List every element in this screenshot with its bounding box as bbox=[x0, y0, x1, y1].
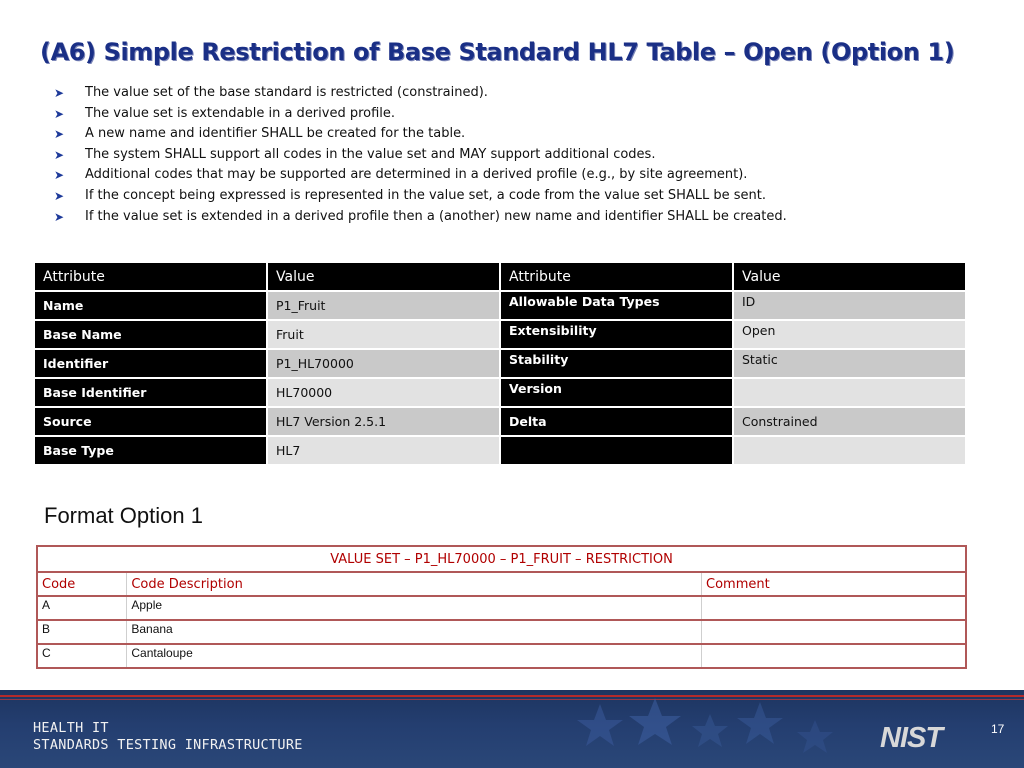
comment-cell bbox=[702, 620, 967, 644]
attribute-value bbox=[734, 437, 965, 464]
attribute-value: HL7 Version 2.5.1 bbox=[268, 408, 499, 435]
table-row bbox=[37, 596, 966, 620]
attribute-value: Open bbox=[734, 321, 965, 348]
table-row bbox=[35, 350, 965, 377]
arrow-bullet-icon: ➤ bbox=[54, 209, 65, 224]
attribute-value: Constrained bbox=[734, 408, 965, 435]
column-header: Attribute bbox=[501, 263, 732, 290]
attribute-key: Name bbox=[35, 292, 266, 319]
bullet-item bbox=[54, 186, 787, 207]
column-header: Comment bbox=[702, 572, 967, 596]
value-set-header-row bbox=[37, 572, 966, 596]
attribute-key: Base Name bbox=[35, 321, 266, 348]
bullet-text: Additional codes that may be supported are determined in a derived profile (e.g., by site agreement). bbox=[85, 167, 748, 183]
arrow-bullet-icon: ➤ bbox=[54, 168, 65, 183]
table-row bbox=[35, 379, 965, 406]
column-header: Value bbox=[734, 263, 965, 290]
description-cell: Cantaloupe bbox=[127, 644, 702, 668]
bullet-text: The system SHALL support all codes in the value set and MAY support additional codes. bbox=[85, 146, 656, 162]
arrow-bullet-icon: ➤ bbox=[54, 106, 65, 121]
attribute-key bbox=[501, 437, 732, 464]
attribute-value bbox=[734, 379, 965, 406]
attribute-value: Static bbox=[734, 350, 965, 377]
bullet-text: If the value set is extended in a derived profile then a (another) new name and identifier SHALL be created. bbox=[85, 208, 787, 224]
attribute-table-header bbox=[35, 263, 965, 290]
bullet-item bbox=[54, 165, 787, 186]
bullet-item bbox=[54, 207, 787, 228]
arrow-bullet-icon: ➤ bbox=[54, 127, 65, 142]
attribute-key: Delta bbox=[501, 408, 732, 435]
page-number: 17 bbox=[991, 722, 1005, 736]
attribute-key: Allowable Data Types bbox=[501, 292, 732, 319]
column-header: Code Description bbox=[127, 572, 702, 596]
attribute-key: Base Type bbox=[35, 437, 266, 464]
footer-line: STANDARDS TESTING INFRASTRUCTURE bbox=[33, 737, 303, 753]
description-cell: Apple bbox=[127, 596, 702, 620]
code-cell: C bbox=[37, 644, 127, 668]
bullet-list bbox=[54, 83, 787, 227]
attribute-value: HL7 bbox=[268, 437, 499, 464]
bullet-item bbox=[54, 124, 787, 145]
attribute-value: P1_Fruit bbox=[268, 292, 499, 319]
attribute-key: Version bbox=[501, 379, 732, 406]
slide-title: (A6) Simple Restriction of Base Standard HL7 Table – Open (Option 1) bbox=[40, 38, 955, 66]
value-set-caption-row bbox=[37, 546, 966, 572]
footer-line: HEALTH IT bbox=[33, 720, 109, 736]
bullet-item bbox=[54, 104, 787, 125]
code-cell: B bbox=[37, 620, 127, 644]
table-row bbox=[35, 321, 965, 348]
attribute-key: Extensibility bbox=[501, 321, 732, 348]
table-row bbox=[35, 292, 965, 319]
comment-cell bbox=[702, 644, 967, 668]
bullet-item bbox=[54, 145, 787, 166]
attribute-value: ID bbox=[734, 292, 965, 319]
value-set-caption: VALUE SET – P1_HL70000 – P1_FRUIT – RESTRICTION bbox=[37, 546, 966, 572]
bullet-text: The value set of the base standard is restricted (constrained). bbox=[85, 85, 488, 100]
column-header: Value bbox=[268, 263, 499, 290]
description-cell: Banana bbox=[127, 620, 702, 644]
arrow-bullet-icon: ➤ bbox=[54, 147, 65, 162]
bullet-text: The value set is extendable in a derived profile. bbox=[85, 105, 396, 121]
bullet-text: A new name and identifier SHALL be created for the table. bbox=[85, 126, 466, 142]
bullet-text: If the concept being expressed is represented in the value set, a code from the value set SHALL be sent. bbox=[85, 187, 766, 203]
comment-cell bbox=[702, 596, 967, 620]
attribute-key: Stability bbox=[501, 350, 732, 377]
footer-text bbox=[33, 720, 303, 754]
attribute-key: Base Identifier bbox=[35, 379, 266, 406]
nist-logo: NIST bbox=[880, 722, 943, 754]
footer-banner bbox=[0, 690, 1024, 768]
column-header: Attribute bbox=[35, 263, 266, 290]
stars-decoration-icon bbox=[560, 690, 890, 768]
attribute-value: P1_HL70000 bbox=[268, 350, 499, 377]
table-row bbox=[37, 644, 966, 668]
attribute-table bbox=[33, 261, 967, 466]
bullet-item bbox=[54, 83, 787, 104]
code-cell: A bbox=[37, 596, 127, 620]
table-row bbox=[35, 408, 965, 435]
value-set-table bbox=[36, 545, 967, 669]
column-header: Code bbox=[37, 572, 127, 596]
format-option-label: Format Option 1 bbox=[44, 503, 203, 528]
attribute-key: Source bbox=[35, 408, 266, 435]
attribute-key: Identifier bbox=[35, 350, 266, 377]
attribute-value: Fruit bbox=[268, 321, 499, 348]
attribute-value: HL70000 bbox=[268, 379, 499, 406]
arrow-bullet-icon: ➤ bbox=[54, 86, 65, 100]
table-row bbox=[37, 620, 966, 644]
arrow-bullet-icon: ➤ bbox=[54, 188, 65, 203]
table-row bbox=[35, 437, 965, 464]
